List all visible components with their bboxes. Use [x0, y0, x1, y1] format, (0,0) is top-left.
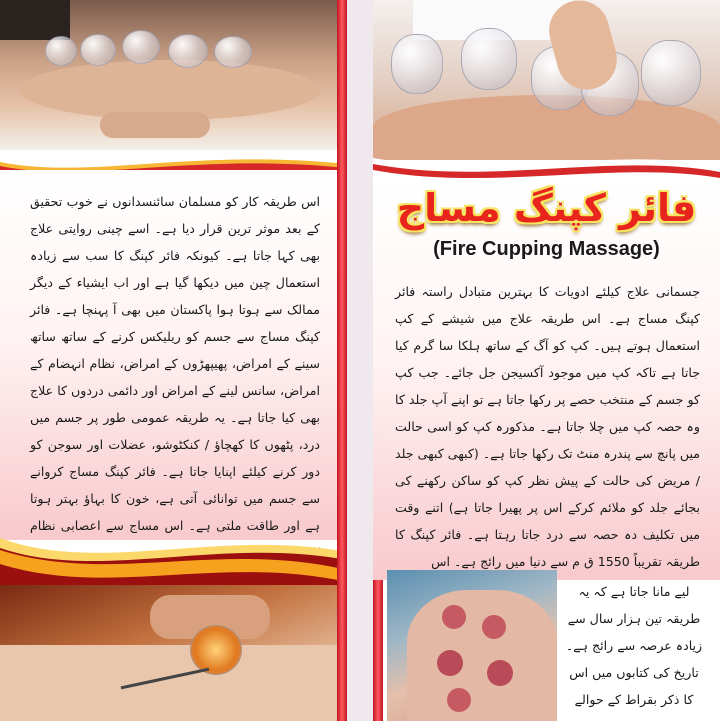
cupping-marks-photo	[387, 570, 557, 721]
english-title: (Fire Cupping Massage)	[433, 238, 660, 260]
right-body-text-bottom: لیے مانا جاتا ہے کہ یہ طریقہ تین ہزار سال سے زیادہ عرصہ سے رائج ہے۔ تاریخ کی کتابوں میں اس کا ذکر بقراط کے حوالے	[565, 584, 703, 707]
left-urdu-text	[30, 188, 320, 566]
back-skin-bottom	[0, 645, 347, 721]
right-urdu-text-bottom	[563, 578, 705, 713]
glass-cup-icon	[122, 30, 160, 64]
glass-cup-icon	[391, 34, 443, 94]
right-urdu-text	[395, 278, 700, 575]
urdu-title: فائر کپنگ مساج	[396, 186, 697, 230]
cups-on-back-photo	[373, 0, 720, 160]
glass-cup-icon	[461, 28, 517, 90]
fire-cupping-photo	[0, 585, 347, 721]
cupping-mark-icon	[437, 650, 463, 676]
glass-cup-icon	[214, 36, 252, 68]
glass-cup-icon	[168, 34, 208, 68]
glass-cup-icon	[190, 625, 242, 675]
back-skin	[407, 590, 557, 721]
right-brochure-panel	[373, 0, 720, 721]
cupping-mark-icon	[487, 660, 513, 686]
glass-cup-icon	[641, 40, 701, 106]
right-body-text: جسمانی علاج کیلئے ادویات کا بہترین متبادل راستہ فائر کپنگ مساج ہے۔ اس طریقہ علاج میں شیشے کے کپ استعمال ہوتے ہیں۔ کپ کو آگ کے ساتھ ہلکا سا گرم کیا جاتا ہے تاکہ کپ میں موجود آکسیجن جل جائے۔ جب کپ کو جسم کے منتخب حصے پر رکھا جاتا ہے تو اپنے آپ جلد کا وہ حصہ کپ میں چلا جاتا ہے۔ مذکورہ کپ کو اسی حالت میں پانچ سے پندرہ منٹ تک رکھا جاتا ہے۔ (کبھی کبھی جلد / مریض کی حالت کے پیش نظر کپ کو ساکن رکھنے کی بجائے جلد کو ملائم کرکے اس پر پھیرا جاتا ہے) اتنے وقت میں تکلیف دہ حصہ سے درد جاتا رہتا ہے۔ فائر کپنگ کا طریقہ تقریباً 1550 ق م سے دنیا میں رائج ہے۔ اس	[395, 284, 700, 569]
hand-shadow	[0, 0, 70, 40]
cupping-mark-icon	[442, 605, 466, 629]
glass-cup-icon	[80, 34, 116, 66]
cupping-mark-icon	[482, 615, 506, 639]
glass-cup-icon	[45, 36, 77, 66]
left-red-edge	[337, 0, 347, 721]
back-skin	[20, 60, 320, 120]
cupping-mark-icon	[447, 688, 471, 712]
left-brochure-panel	[0, 0, 347, 721]
left-body-text: اس طریقہ کار کو مسلمان سائنسدانوں نے خوب تحقیق کے بعد موثر ترین قرار دیا ہے۔ اسے چینی روایتی علاج بھی کہا جاتا ہے۔ کیونکہ فائر کپنگ کا سب سے زیادہ استعمال چین میں دیکھا گیا ہے اور اب ایشیاء کے دیگر ممالک سے ہوتا ہوا پاکستان میں بھی آ پہنچا ہے۔ فائر کپنگ مساج سے جسم کو ریلیکس کرنے کے ساتھ ساتھ سینے کے امراض، پھیپھڑوں کے امراض، نظام انہضام کے امراض، سانس لینے کے امراض اور دائمی دردوں کا علاج بھی کیا جاتا ہے۔ یہ طریقہ عمومی طور پر جسم میں درد، پٹھوں کا کھچاؤ / کنکٹوشو، عضلات اور سوجن کو دور کرنے کیلئے اپنایا جاتا ہے۔ فائر کپنگ مساج کروانے سے جسم میں توانائی آتی ہے، خون کا بہاؤ بہتر ہوتا ہے اور طاقت ملتی ہے۔ اس مساج سے اعصابی نظام	[30, 194, 320, 533]
